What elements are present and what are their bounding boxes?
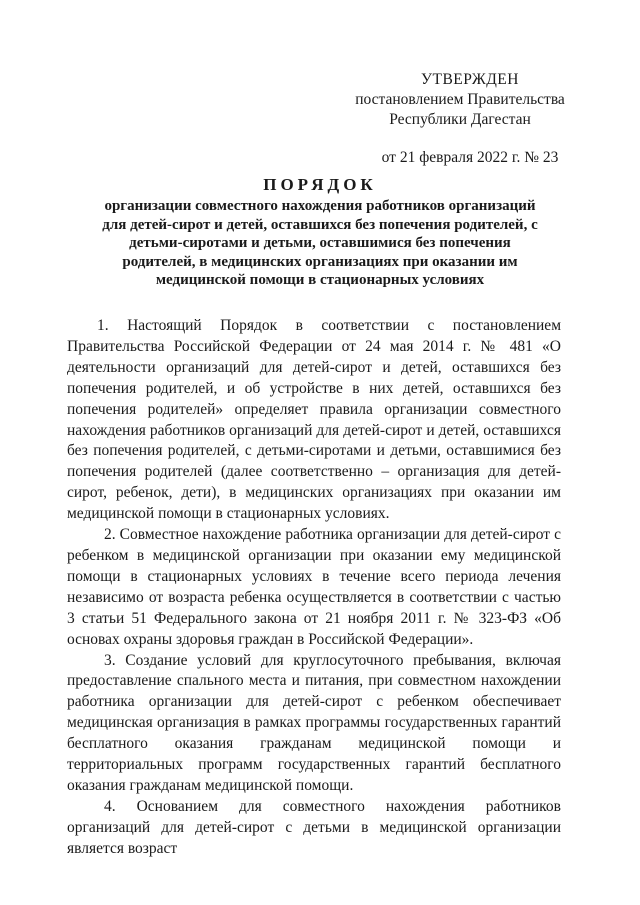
document-subtitle: организации совместного нахождения работников организаций для детей-сирот и детей, оставшихся без попечения родителей, с детьми-сиротами и детьми, оставшимися без попечения родителей, в медицинских организациях при оказании им медицинской помощи в стационарных условиях (102, 198, 538, 288)
approval-stamp-block (340, 70, 580, 168)
approval-authority-line-1: постановлением Правительства (355, 91, 565, 108)
approval-authority-line-2: Республики Дагестан (389, 111, 531, 128)
paragraph-4: 4. Основанием для совместного нахождения работников организаций для детей-сирот с детьми в медицинской организации является возраст (67, 797, 561, 857)
document-title: ПОРЯДОК (263, 175, 377, 194)
paragraph-1: 1. Настоящий Порядок в соответствии с постановлением Правительства Российской Федерации от 24 мая 2014 г. № 481 «О деятельности организаций для детей-сирот и детей, оставшихся без попечения родителей, и об устройстве в них детей, оставшихся без попечения родителей» определяет правила организации совместного нахождения работников организаций для детей-сирот и детей, оставшихся без попечения родителей, с детьми-сиротами и детьми, оставшимися без попечения родителей (далее соответственно – организация для детей-сирот, ребенок, дети), в медицинских организациях при оказании им медицинской помощи в стационарных условиях. (67, 317, 561, 523)
approved-label: УТВЕРЖДЕН (421, 71, 519, 88)
approval-date: от 21 февраля 2022 г. № 23 (381, 149, 559, 166)
document-title-block (100, 174, 540, 290)
paragraph-3: 3. Создание условий для круглосуточного пребывания, включая предоставление спального места и питания, при совместном нахождении работника организации для детей-сирот с ребенком обеспечивает медицинская организация в рамках программы государственных гарантий бесплатного оказания гражданам медицинской помощи и территориальных программ государственных гарантий бесплатного оказания гражданам медицинской помощи. (67, 651, 561, 794)
paragraph-2: 2. Совместное нахождение работника организации для детей-сирот с ребенком в медицинской организации при оказании ему медицинской помощи в стационарных условиях в течение всего периода лечения независимо от возраста ребенка осуществляется в соответствии с частью 3 статьи 51 Федерального закона от 21 ноября 2011 г. № 323-ФЗ «Об основах охраны здоровья граждан в Российской Федерации». (67, 526, 561, 648)
document-body (67, 316, 561, 860)
